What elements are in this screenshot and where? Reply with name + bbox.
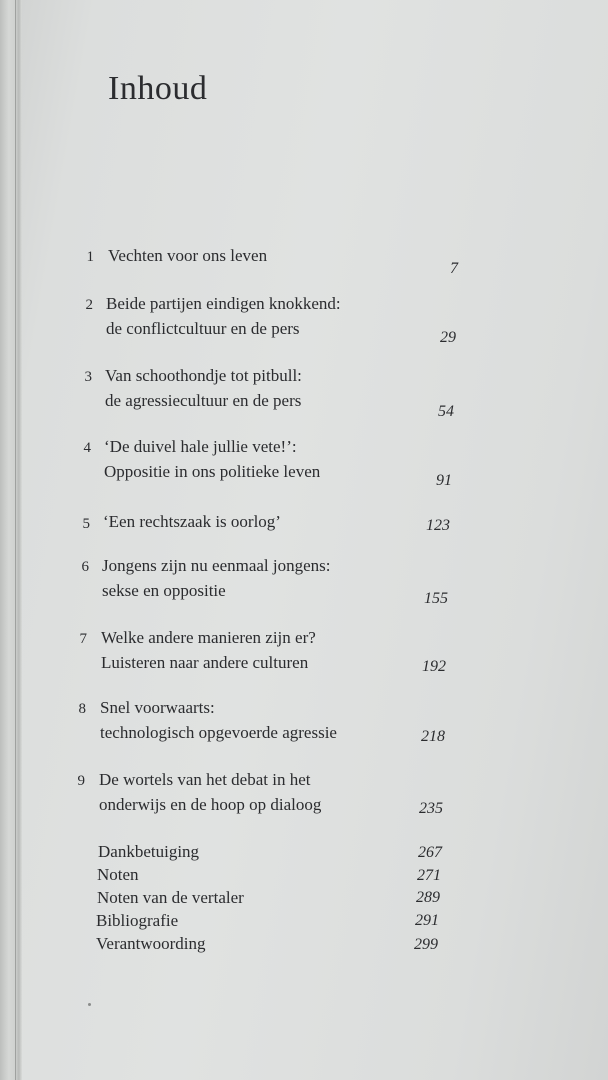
chapter-page-number: 91 [436, 472, 452, 489]
chapter-number: 4 [83, 440, 91, 456]
chapter-number: 3 [84, 369, 92, 385]
chapter-title-line: Welke andere manieren zijn er? [101, 628, 316, 647]
chapter-title-line: ‘Een rechtszaak is oorlog’ [103, 512, 281, 531]
chapter-page-number: 155 [424, 590, 448, 607]
chapter-title-line: Jongens zijn nu eenmaal jongens: [102, 556, 331, 575]
backmatter-item-label: Bibliografie [96, 911, 179, 930]
chapter-title-line: Luisteren naar andere culturen [101, 653, 309, 672]
page-spine-line [15, 0, 16, 1080]
chapter-title-line: Oppositie in ons politieke leven [104, 462, 321, 481]
backmatter-page-number: 289 [416, 889, 440, 906]
page-spine-edge [0, 0, 22, 1080]
page-title: Inhoud [108, 70, 208, 107]
chapter-page-number: 123 [426, 517, 450, 534]
chapter-page-number: 7 [450, 260, 458, 277]
chapter-title-line: technologisch opgevoerde agressie [100, 723, 337, 742]
chapter-title-line: onderwijs en de hoop op dialoog [99, 795, 322, 814]
paper-speck [88, 1003, 91, 1006]
backmatter-page-number: 291 [415, 912, 439, 929]
backmatter-item-label: Verantwoording [96, 934, 206, 953]
chapter-number: 9 [77, 773, 85, 789]
chapter-title-line: ‘De duivel hale jullie vete!’: [104, 437, 297, 456]
chapter-page-number: 54 [438, 403, 454, 420]
chapter-title-line: Van schoothondje tot pitbull: [105, 366, 302, 385]
backmatter-page-number: 267 [418, 844, 442, 861]
chapter-title-line: de conflictcultuur en de pers [106, 319, 300, 338]
chapter-page-number: 29 [440, 329, 456, 346]
backmatter-item-label: Dankbetuiging [98, 842, 200, 861]
backmatter-page-number: 299 [414, 936, 438, 953]
chapter-title-line: Snel voorwaarts: [100, 698, 215, 717]
chapter-title-line: Beide partijen eindigen knokkend: [106, 294, 341, 313]
chapter-page-number: 235 [419, 800, 443, 817]
chapter-number: 2 [85, 297, 93, 313]
chapter-title-line: de agressiecultuur en de pers [105, 391, 302, 410]
chapter-number: 8 [78, 701, 86, 717]
chapter-title-line: Vechten voor ons leven [108, 246, 268, 265]
chapter-page-number: 218 [421, 728, 445, 745]
chapter-title-line: sekse en oppositie [102, 581, 226, 600]
chapter-number: 6 [81, 559, 89, 575]
chapter-number: 7 [79, 631, 87, 647]
chapter-page-number: 192 [422, 658, 446, 675]
chapter-title-line: De wortels van het debat in het [99, 770, 311, 789]
chapter-number: 1 [86, 249, 94, 265]
backmatter-page-number: 271 [417, 867, 441, 884]
backmatter-item-label: Noten [97, 865, 139, 884]
chapter-number: 5 [82, 516, 90, 532]
backmatter-item-label: Noten van de vertaler [97, 888, 244, 907]
